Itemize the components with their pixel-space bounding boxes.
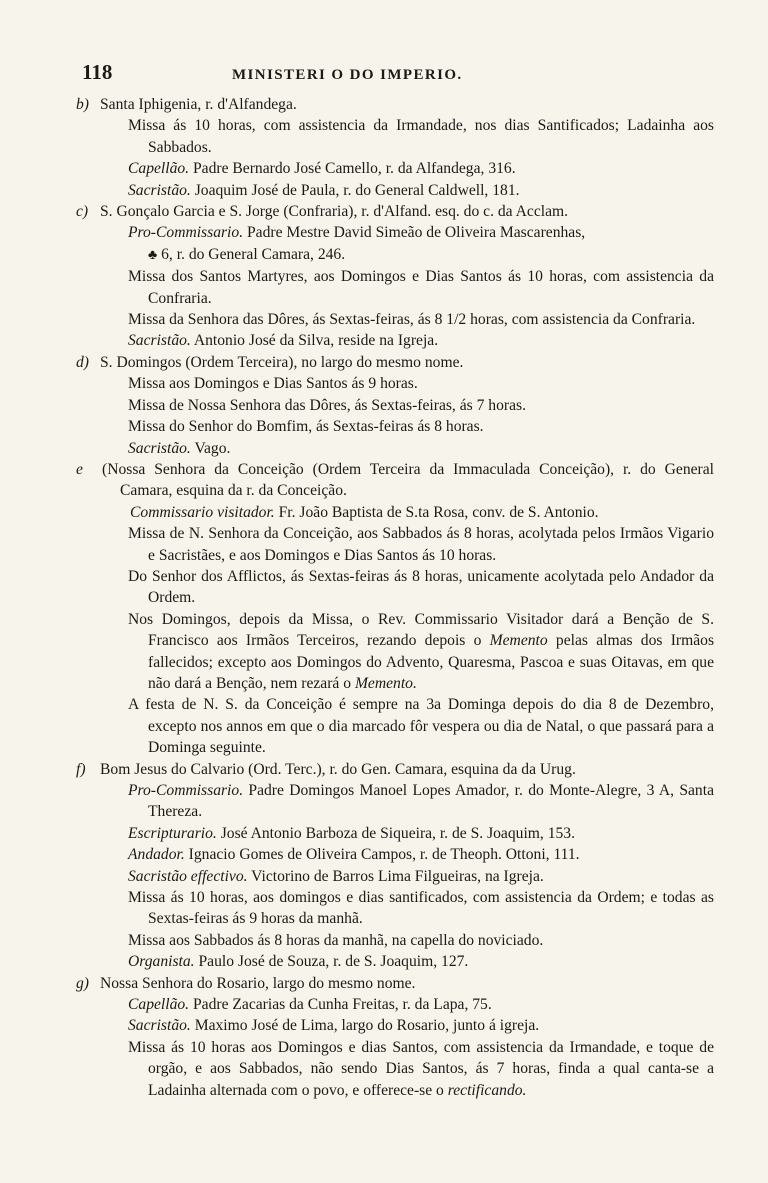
sacristan-line <box>128 438 714 459</box>
mass-schedule: Missa de Nossa Senhora das Dôres, ás Sextas-feiras, ás 7 horas. <box>128 396 526 414</box>
ornament-symbol-icon: ♣ <box>148 247 158 263</box>
role-value: José Antonio Barboza de Siqueira, r. de S. Joaquim, 153. <box>220 824 575 842</box>
entry-title-wrap <box>82 459 714 502</box>
role-value: Antonio José da Silva, reside na Igreja. <box>193 332 439 350</box>
entry-marker: e <box>76 460 83 478</box>
role-label: Sacristão effectivo. <box>128 867 248 885</box>
entry-title: (Nossa Senhora da Conceição (Ordem Terceira da Immaculada Conceição), r. do General Camara, esquina da r. da Conceição. <box>102 460 714 500</box>
note-text: Nos Domingos, depois da Missa, o Rev. Commissario Visitador dará a Benção de S. Francisco aos Irmãos Terceiros, rezando depois o <box>128 610 714 650</box>
entry-d <box>76 352 714 459</box>
page-number: 118 <box>82 60 113 84</box>
role-label: Escripturario. <box>128 824 217 842</box>
entry-e <box>76 459 715 759</box>
entry-c <box>76 201 714 352</box>
note-text: pelas almas dos Irmãos fallecidos; excepto aos Domingos do Advento, Quaresma, Pascoa e suas Oitavas, em que não dará a Benção, nem rezará o <box>148 632 715 692</box>
page-header <box>82 62 714 92</box>
beadle-line <box>128 844 714 865</box>
mass-schedule: Missa do Senhor do Bomfim, ás Sextas-feiras ás 8 horas. <box>128 418 484 436</box>
sacristan-line <box>128 180 714 201</box>
pro-commissioner-line <box>128 222 714 243</box>
mass-schedule: Missa ás 10 horas, com assistencia da Irmandade, nos dias Santificados; Ladainha aos Sabbados. <box>128 117 714 156</box>
sacristan-line <box>128 330 714 351</box>
commissioner-line <box>130 502 714 523</box>
role-label: Sacristão. <box>128 439 191 457</box>
document-page <box>76 60 715 1101</box>
mass-schedule: Missa aos Sabbados ás 8 horas da manhã, na capella do noviciado. <box>128 931 544 949</box>
entry-title: Santa Iphigenia, r. d'Alfandega. <box>100 96 297 113</box>
entry-g <box>76 973 714 1101</box>
rectificando-word: rectificando. <box>447 1081 527 1099</box>
role-label: Sacristão. <box>128 332 191 350</box>
memento-word: Memento <box>489 632 548 650</box>
entry-marker: d) <box>76 353 89 371</box>
mass-schedule: Missa dos Santos Martyres, aos Domingos e Dias Santos ás 10 horas, com assistencia da Confraria. <box>128 268 714 307</box>
role-value: Paulo José de Souza, r. de S. Joaquim, 127. <box>198 953 469 971</box>
mass-schedule: Missa ás 10 horas, aos domingos e dias santificados, com assistencia da Ordem; e todas as Sextas-feiras ás 9 horas da manhã. <box>128 889 714 928</box>
role-label: Pro-Commissario. <box>128 224 244 242</box>
role-label: Capellão. <box>128 996 190 1014</box>
role-value: Padre Mestre David Simeão de Oliveira Mascarenhas, <box>247 224 586 242</box>
entry-title: S. Domingos (Ordem Terceira), no largo do mesmo nome. <box>100 353 464 371</box>
role-value: Padre Domingos Manoel Lopes Amador, r. do Monte-Alegre, 3 A, Santa Thereza. <box>148 782 714 821</box>
clerk-line <box>128 823 714 844</box>
entry-b <box>76 94 714 201</box>
role-value: Padre Bernardo José Camello, r. da Alfandega, 316. <box>192 160 516 178</box>
role-value: Ignacio Gomes de Oliveira Campos, r. de Theoph. Ottoni, 111. <box>188 846 580 864</box>
running-title: MINISTERI O DO IMPERIO. <box>232 67 463 83</box>
entry-marker: g) <box>76 974 89 992</box>
pro-commissioner-line <box>128 780 714 823</box>
role-value: 6, r. do General Camara, 246. <box>161 245 346 263</box>
mass-schedule: Missa da Senhora das Dôres, ás Sextas-feiras, ás 8 1/2 horas, com assistencia da Confraria. <box>128 311 696 329</box>
role-value: Fr. João Baptista de S.ta Rosa, conv. de S. Antonio. <box>278 503 599 521</box>
memento-word: Memento. <box>354 674 417 692</box>
pro-commissioner-address <box>128 244 714 266</box>
entry-title: Bom Jesus do Calvario (Ord. Terc.), r. do Gen. Camara, esquina da da Urug. <box>100 760 576 778</box>
role-label: Sacristão. <box>128 181 191 199</box>
chaplain-line <box>128 158 714 179</box>
role-label: Sacristão. <box>128 1017 191 1035</box>
role-label: Commissario visitador. <box>130 503 275 521</box>
role-label: Pro-Commissario. <box>128 782 244 799</box>
feast-note: A festa de N. S. da Conceição é sempre na 3a Dominga depois do dia 8 de Dezembro, excepto nos annos em que o dia marcado fôr vespera ou dia de Natal, o que passará para a Dominga seguinte. <box>128 696 714 757</box>
mass-schedule: Do Senhor dos Afflictos, ás Sextas-feiras ás 8 horas, unicamente acolytada pelo Andador da Ordem. <box>128 567 714 607</box>
sunday-note <box>128 609 714 695</box>
role-value: Joaquim José de Paula, r. do General Caldwell, 181. <box>194 181 520 199</box>
role-value: Padre Zacarias da Cunha Freitas, r. da Lapa, 75. <box>192 996 492 1014</box>
role-label: Capellão. <box>128 160 190 178</box>
role-label: Organista. <box>128 953 195 971</box>
entry-marker: f) <box>76 760 86 778</box>
sacristan-line <box>128 1015 714 1036</box>
role-label: Andador. <box>128 846 185 864</box>
role-value: Maximo José de Lima, largo do Rosario, junto á igreja. <box>194 1017 540 1035</box>
role-value: Victorino de Barros Lima Filgueiras, na Igreja. <box>251 867 544 885</box>
role-value: Vago. <box>194 439 231 457</box>
mass-schedule: Missa de N. Senhora da Conceição, aos Sabbados ás 8 horas, acolytada pelos Irmãos Vigario e Sacristães, e aos Domingos e Dias Santos ás 10 horas. <box>128 525 714 564</box>
entry-marker: b) <box>76 96 89 113</box>
entry-title: S. Gonçalo Garcia e S. Jorge (Confraria), r. d'Alfand. esq. do c. da Acclam. <box>100 203 569 221</box>
organist-line <box>128 951 714 972</box>
entry-f <box>76 759 714 973</box>
sacristan-line <box>128 866 714 887</box>
entry-title: Nossa Senhora do Rosario, largo do mesmo nome. <box>100 974 416 992</box>
mass-schedule <box>128 1037 714 1101</box>
mass-schedule: Missa aos Domingos e Dias Santos ás 9 horas. <box>128 375 418 393</box>
note-text: Missa ás 10 horas aos Domingos e dias Santos, com assistencia da Irmandade, e toque de orgão, e aos Sabbados, não sendo Dias Santos, ás 7 horas, finda a qual canta-se a Ladainha alternada com o povo, e offerece-se o <box>128 1038 714 1099</box>
entry-marker: c) <box>76 203 89 221</box>
chaplain-line <box>128 994 714 1015</box>
